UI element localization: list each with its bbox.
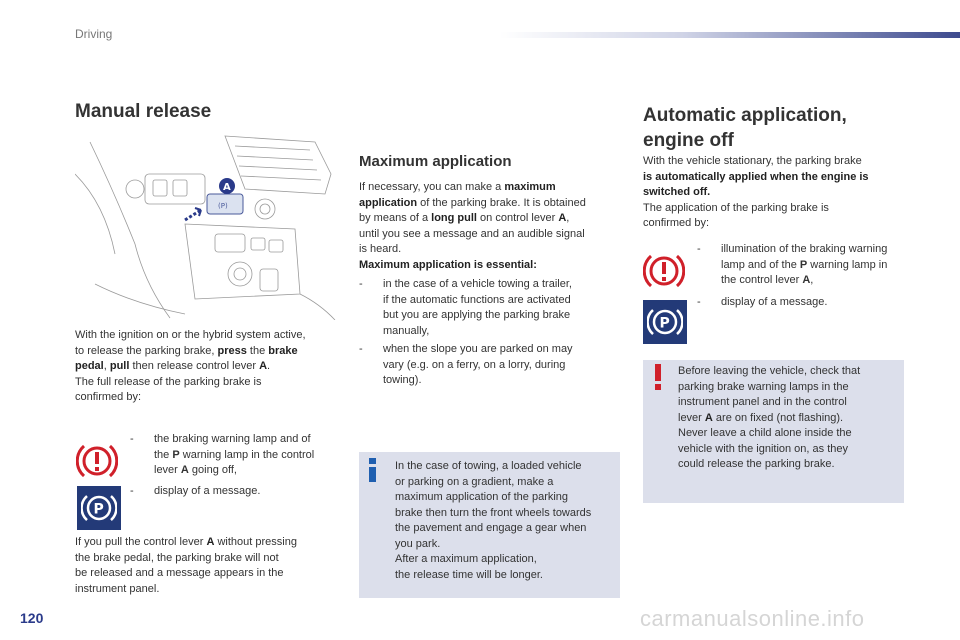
maximum-application-bullet-2: - when the slope you are parked on may vary (e.g. on a ferry, on a lorry, during towing).: [359, 343, 573, 386]
page-number: 120: [20, 610, 44, 626]
manual-release-title: Manual release: [75, 101, 212, 122]
callout-letter-a: A: [223, 182, 231, 193]
maximum-application-bullet-1: - in the case of a vehicle towing a trailer, if the automatic functions are activated but you are applying the parking brake manually,: [359, 278, 572, 337]
manual-release-outro: If you pull the control lever A without pressing the brake pedal, the parking brake will not be released and a message appears in the instrument panel.: [75, 536, 297, 595]
header-bar: [500, 32, 960, 38]
manual-release-intro: With the ignition on or the hybrid system active, to release the parking brake, press the brake pedal, pull then release control lever A. The full release of the parking brake is confirmed by:: [75, 329, 306, 403]
brake-warning-lamp-icon: [76, 440, 118, 482]
manual-release-item-1: - the braking warning lamp and of the P warning lamp in the control lever A going off,: [130, 433, 315, 476]
automatic-application-item-1: - illumination of the braking warning lamp and of the P warning lamp in the control lever A,: [697, 243, 888, 286]
warning-box-text: Before leaving the vehicle, check that parking brake warning lamps in the instrument panel and in the control lever A are on fixed (not flashing). Never leave a child alone inside the vehicle with the ignition on, as they could release the parking brake.: [678, 365, 861, 470]
automatic-application-item-2: - display of a message.: [697, 296, 828, 308]
automatic-application-text: With the vehicle stationary, the parking brake is automatically applied when the engine is switched off. The application of the parking brake is confirmed by:: [643, 155, 869, 229]
svg-text:P: P: [93, 501, 104, 518]
maximum-application-title: Maximum application: [359, 153, 512, 170]
svg-text:P: P: [659, 315, 670, 332]
exclamation-icon: [651, 364, 665, 390]
automatic-application-title: Automatic application, engine off: [643, 105, 847, 151]
parking-p-lamp-icon: [77, 486, 121, 530]
manual-release-item-2: - display of a message.: [130, 485, 261, 497]
svg-text:(P): (P): [218, 202, 228, 210]
brake-warning-lamp-icon: [643, 250, 685, 292]
parking-p-lamp-icon: [643, 300, 687, 344]
info-icon: [366, 458, 380, 482]
section-header: Driving: [75, 27, 113, 41]
maximum-application-text: If necessary, you can make a maximum application of the parking brake. It is obtained by means of a long pull on control lever A, until you see a message and an audible signal is heard. Maximum application is essential:: [359, 181, 586, 271]
parking-brake-illustration: [75, 134, 337, 320]
footer-watermark: carmanualsonline.info: [640, 606, 865, 631]
info-box-text: In the case of towing, a loaded vehicle or parking on a gradient, make a maximum application of the parking brake then turn the front wheels towards the pavement and engage a gear when you park. After a maximum application, the release time will be longer.: [395, 460, 592, 581]
